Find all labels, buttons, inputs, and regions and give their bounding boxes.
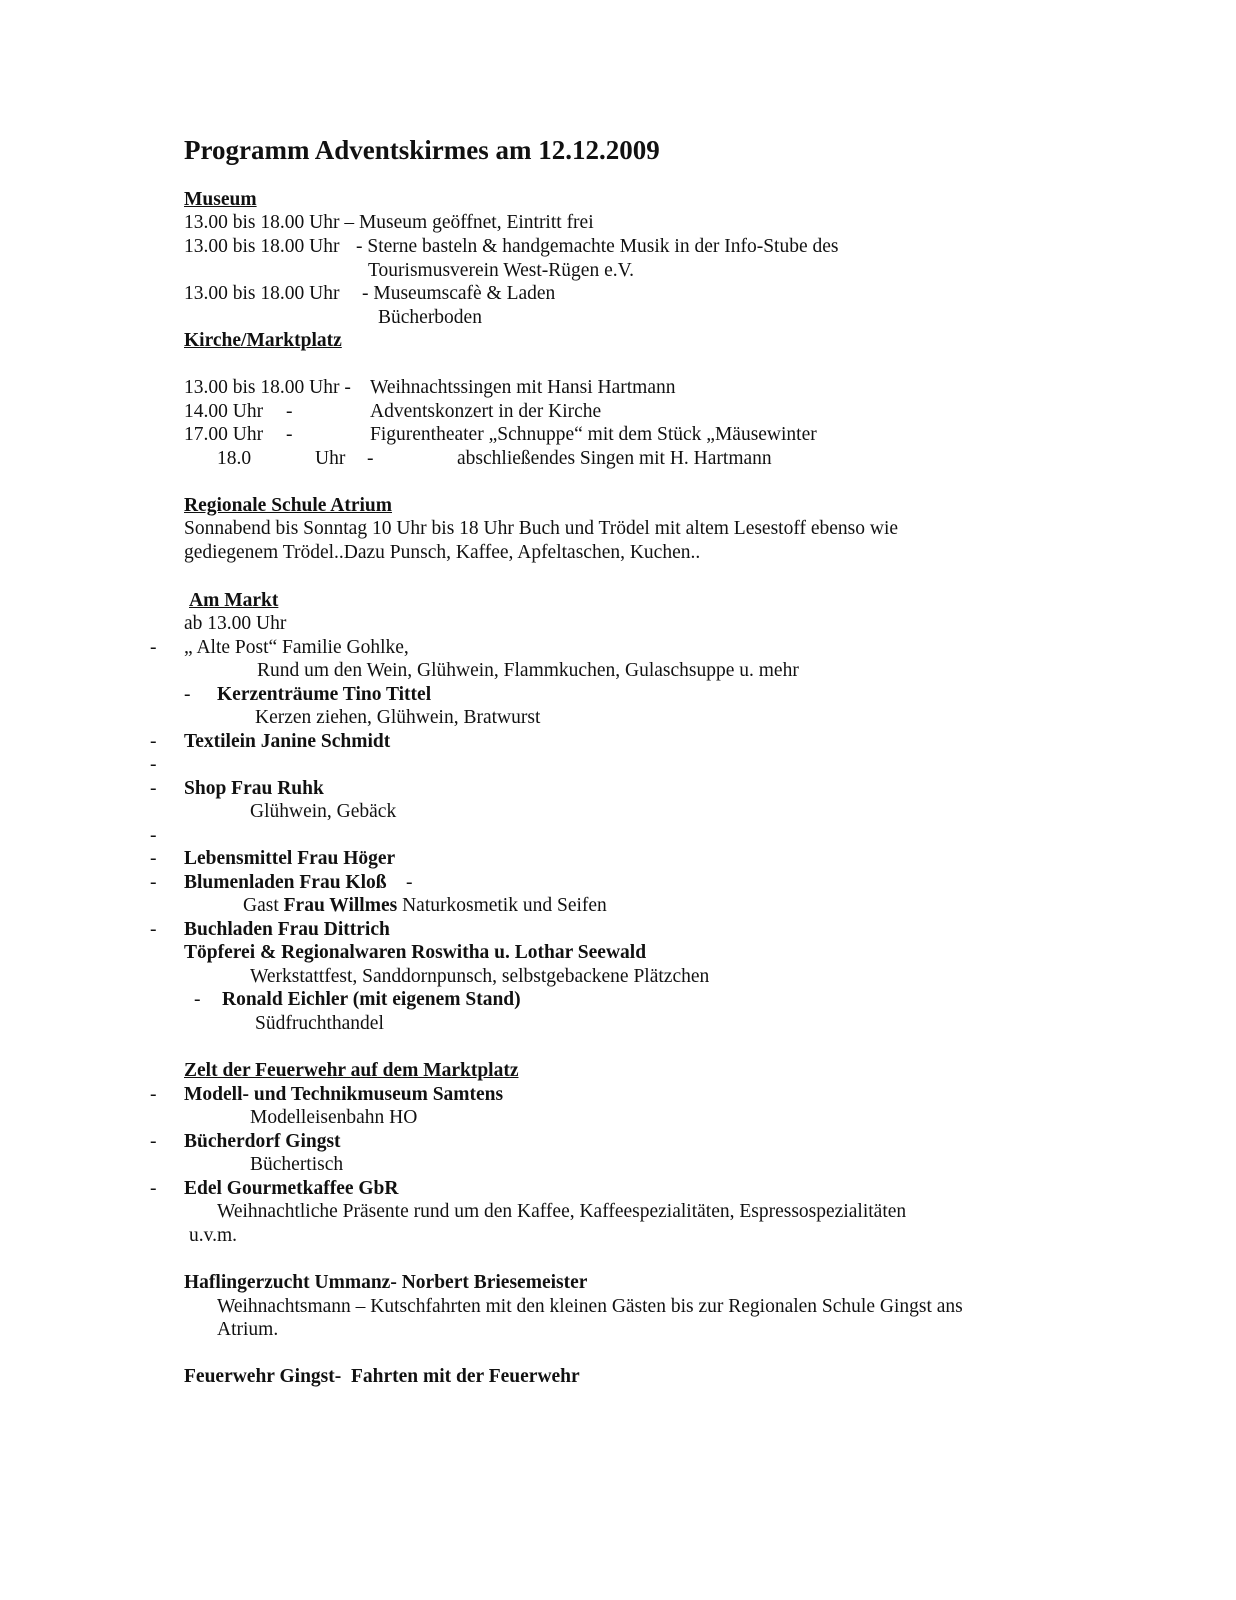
markt-textilein: Textilein Janine Schmidt	[184, 731, 391, 752]
section-heading-markt: Am Markt	[189, 590, 279, 611]
markt-buchladen: Buchladen Frau Dittrich	[184, 919, 390, 940]
kirche-row-4-dash: -	[367, 448, 374, 469]
list-dash: -	[184, 684, 191, 705]
section-heading-kirche: Kirche/Marktplatz	[184, 330, 342, 351]
markt-eichler-desc: Südfruchthandel	[255, 1013, 384, 1034]
markt-gast-line	[243, 894, 607, 918]
kirche-row-3-text: Figurentheater „Schnuppe“ mit dem Stück „Mäusewinter	[370, 424, 817, 445]
list-dash: -	[150, 637, 157, 658]
markt-alte-post-desc: Rund um den Wein, Glühwein, Flammkuchen, Gulaschsuppe u. mehr	[257, 660, 799, 681]
zelt-edel-desc-1: Weihnachtliche Präsente rund um den Kaffee, Kaffeespezialitäten, Espressospezialitäten	[217, 1201, 907, 1222]
zelt-modellmuseum-desc: Modelleisenbahn HO	[250, 1107, 418, 1128]
markt-toepferei: Töpferei & Regionalwaren Roswitha u. Lothar Seewald	[184, 942, 647, 963]
list-dash: -	[150, 825, 157, 846]
list-dash: -	[406, 872, 413, 893]
museum-line-3-text: - Museumscafè & Laden	[362, 283, 556, 304]
kirche-row-1-text: Weihnachtssingen mit Hansi Hartmann	[370, 377, 676, 398]
zelt-modellmuseum: Modell- und Technikmuseum Samtens	[184, 1084, 504, 1105]
feuerwehr-line: Feuerwehr Gingst- Fahrten mit der Feuerwehr	[184, 1366, 580, 1387]
list-dash: -	[150, 919, 157, 940]
markt-shop-ruhk: Shop Frau Ruhk	[184, 778, 324, 799]
section-heading-schule: Regionale Schule Atrium	[184, 495, 392, 516]
page-title: Programm Adventskirmes am 12.12.2009	[184, 135, 660, 165]
kirche-row-2-time: 14.00 Uhr	[184, 401, 264, 422]
section-heading-museum: Museum	[184, 189, 257, 210]
markt-blumenladen: Blumenladen Frau Kloß	[184, 872, 387, 893]
museum-line-2-time: 13.00 bis 18.00 Uhr	[184, 236, 340, 257]
museum-line-3-cont: Bücherboden	[378, 307, 482, 328]
kirche-row-4-uhr: Uhr	[315, 448, 346, 469]
list-dash: -	[150, 754, 157, 775]
section-heading-zelt: Zelt der Feuerwehr auf dem Marktplatz	[184, 1060, 519, 1081]
museum-line-1: 13.00 bis 18.00 Uhr – Museum geöffnet, Eintritt frei	[184, 212, 594, 233]
haflinger-desc-2: Atrium.	[217, 1319, 279, 1340]
list-dash: -	[150, 848, 157, 869]
markt-shop-ruhk-desc: Glühwein, Gebäck	[250, 801, 397, 822]
haflinger-desc-1: Weihnachtsmann – Kutschfahrten mit den kleinen Gästen bis zur Regionalen Schule Gingst ans	[217, 1296, 963, 1317]
museum-line-3-time: 13.00 bis 18.00 Uhr	[184, 283, 340, 304]
list-dash: -	[150, 731, 157, 752]
zelt-edel-desc-2: u.v.m.	[189, 1225, 238, 1246]
markt-gast-suffix: Naturkosmetik und Seifen	[397, 895, 607, 916]
markt-eichler: Ronald Eichler (mit eigenem Stand)	[222, 989, 521, 1010]
kirche-row-4-text: abschließendes Singen mit H. Hartmann	[457, 448, 772, 469]
museum-line-2-text: - Sterne basteln & handgemachte Musik in der Info-Stube des	[356, 236, 839, 257]
list-dash: -	[194, 989, 201, 1010]
zelt-buecherdorf-desc: Büchertisch	[250, 1154, 344, 1175]
schule-line-1: Sonnabend bis Sonntag 10 Uhr bis 18 Uhr Buch und Trödel mit altem Lesestoff ebenso wie	[184, 518, 899, 539]
kirche-row-2-text: Adventskonzert in der Kirche	[370, 401, 602, 422]
list-dash: -	[150, 1131, 157, 1152]
markt-alte-post: „ Alte Post“ Familie Gohlke,	[184, 637, 409, 658]
markt-gast-name: Frau Willmes	[283, 895, 398, 916]
markt-toepferei-desc: Werkstattfest, Sanddornpunsch, selbstgebackene Plätzchen	[250, 966, 710, 987]
kirche-row-3-time: 17.00 Uhr	[184, 424, 264, 445]
list-dash: -	[150, 872, 157, 893]
list-dash: -	[150, 778, 157, 799]
kirche-row-4-time: 18.0	[217, 448, 252, 469]
markt-kerzentraeume: Kerzenträume Tino Tittel	[217, 684, 432, 705]
markt-gast-prefix: Gast	[243, 895, 284, 916]
kirche-row-3-dash: -	[286, 424, 293, 445]
markt-time: ab 13.00 Uhr	[184, 613, 287, 634]
kirche-row-2-dash: -	[286, 401, 293, 422]
markt-kerzentraeume-desc: Kerzen ziehen, Glühwein, Bratwurst	[255, 707, 541, 728]
haflinger-heading: Haflingerzucht Ummanz- Norbert Briesemeister	[184, 1272, 588, 1293]
schule-line-2: gediegenem Trödel..Dazu Punsch, Kaffee, Apfeltaschen, Kuchen..	[184, 542, 701, 563]
kirche-row-1-time: 13.00 bis 18.00 Uhr -	[184, 377, 351, 398]
zelt-buecherdorf: Bücherdorf Gingst	[184, 1131, 341, 1152]
zelt-edel-gourmetkaffee: Edel Gourmetkaffee GbR	[184, 1178, 399, 1199]
museum-line-2-cont: Tourismusverein West-Rügen e.V.	[368, 260, 635, 281]
markt-lebensmittel: Lebensmittel Frau Höger	[184, 848, 396, 869]
list-dash: -	[150, 1178, 157, 1199]
list-dash: -	[150, 1084, 157, 1105]
